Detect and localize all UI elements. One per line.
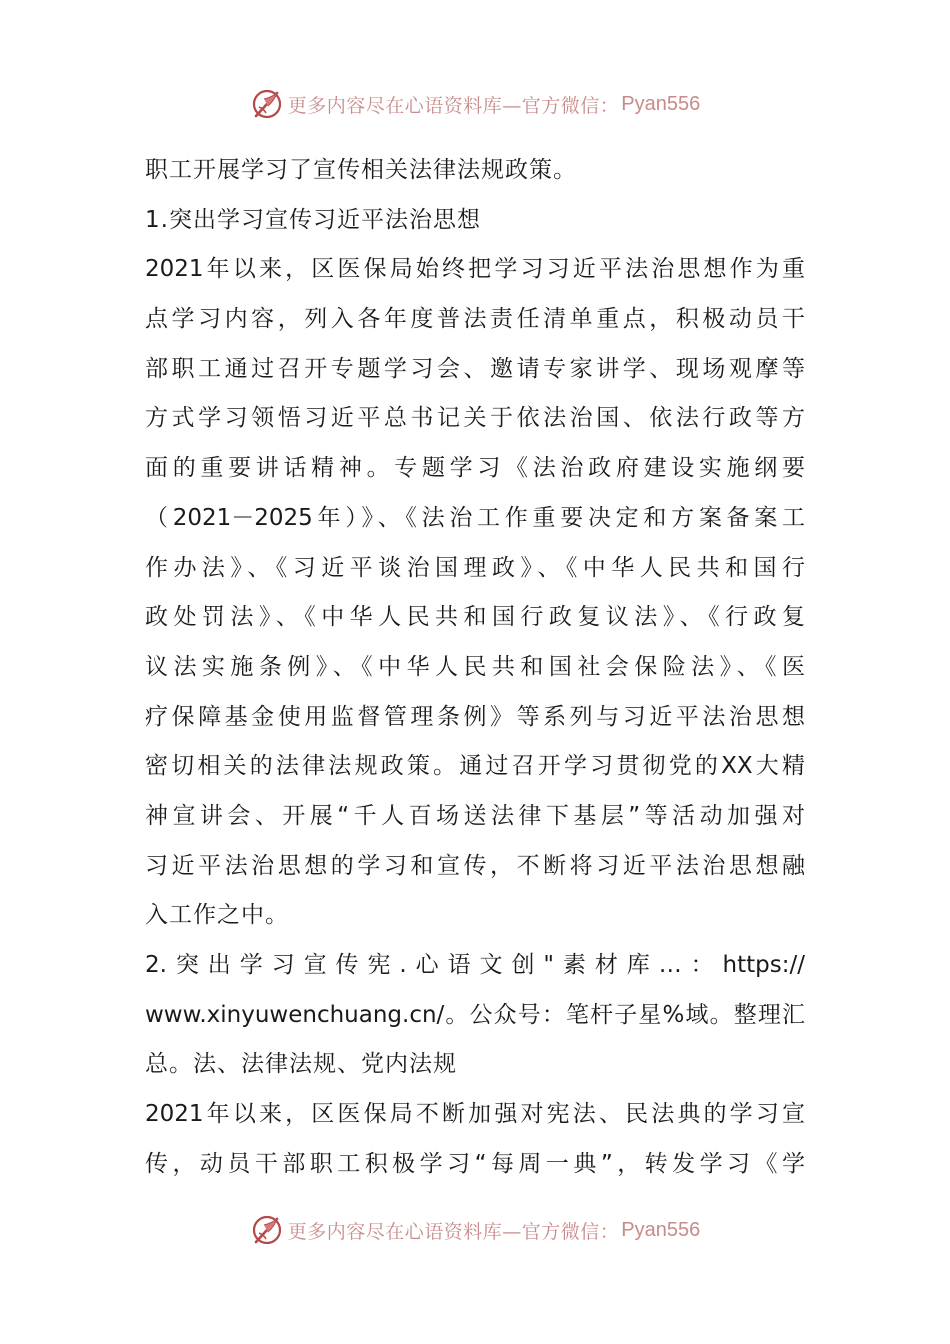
text-line: 2021年以来，区医保局不断加强对宪法、民法典的学习宣 — [145, 1101, 805, 1128]
section-heading: 1.突出学习宣传习近平法治思想 — [145, 206, 481, 233]
text-line: 议法实施条例》、《中华人民共和国社会保险法》、《医 — [145, 653, 805, 680]
text-line: 政处罚法》、《中华人民共和国行政复议法》、《行政复 — [145, 604, 805, 631]
quill-logo-icon — [250, 1213, 284, 1247]
document-body — [145, 146, 805, 1189]
text-line: 入工作之中。 — [145, 902, 289, 929]
text-line: 神宣讲会、开展“千人百场送法律下基层”等活动加强对 — [145, 802, 805, 829]
text-line: 作办法》、《习近平谈治国理政》、《中华人民共和国行 — [145, 554, 805, 581]
watermark-wechat-id: Pyan556 — [621, 1218, 701, 1241]
section-heading: 2.突出学习宣传宪.心语文创"素材库…：https:// — [145, 952, 805, 978]
watermark-text: 更多内容尽在心语资料库—官方微信： — [287, 1220, 620, 1243]
text-line: 总。法、法律法规、党内法规 — [145, 1051, 457, 1078]
watermark-footer — [0, 1210, 950, 1250]
text-line: www.xinyuwenchuang.cn/。公众号：笔杆子星%域。整理汇 — [145, 1001, 805, 1028]
text-line: 密切相关的法律法规政策。通过召开学习贯彻党的XX大精 — [145, 753, 805, 780]
watermark-text: 更多内容尽在心语资料库—官方微信： — [287, 94, 620, 117]
text-line: 职工开展学习了宣传相关法律法规政策。 — [145, 157, 577, 183]
text-line: 点学习内容，列入各年度普法责任清单重点，积极动员干 — [145, 306, 805, 333]
quill-logo-icon — [250, 87, 284, 121]
text-line: 疗保障基金使用监督管理条例》等系列与习近平法治思想 — [145, 703, 805, 730]
watermark-header — [0, 84, 950, 124]
text-line: 2021年以来，区医保局始终把学习习近平法治思想作为重 — [145, 256, 805, 283]
text-line: 习近平法治思想的学习和宣传，不断将习近平法治思想融 — [145, 852, 805, 879]
text-line: （2021－2025年）》、《法治工作重要决定和方案备案工 — [145, 504, 805, 531]
text-line: 传，动员干部职工积极学习“每周一典”，转发学习《学 — [145, 1150, 805, 1177]
text-line: 面的重要讲话精神。专题学习《法治政府建设实施纲要 — [145, 455, 805, 482]
text-line: 部职工通过召开专题学习会、邀请专家讲学、现场观摩等 — [145, 355, 805, 382]
watermark-wechat-id: Pyan556 — [621, 92, 701, 115]
text-line: 方式学习领悟习近平总书记关于依法治国、依法行政等方 — [145, 405, 805, 432]
